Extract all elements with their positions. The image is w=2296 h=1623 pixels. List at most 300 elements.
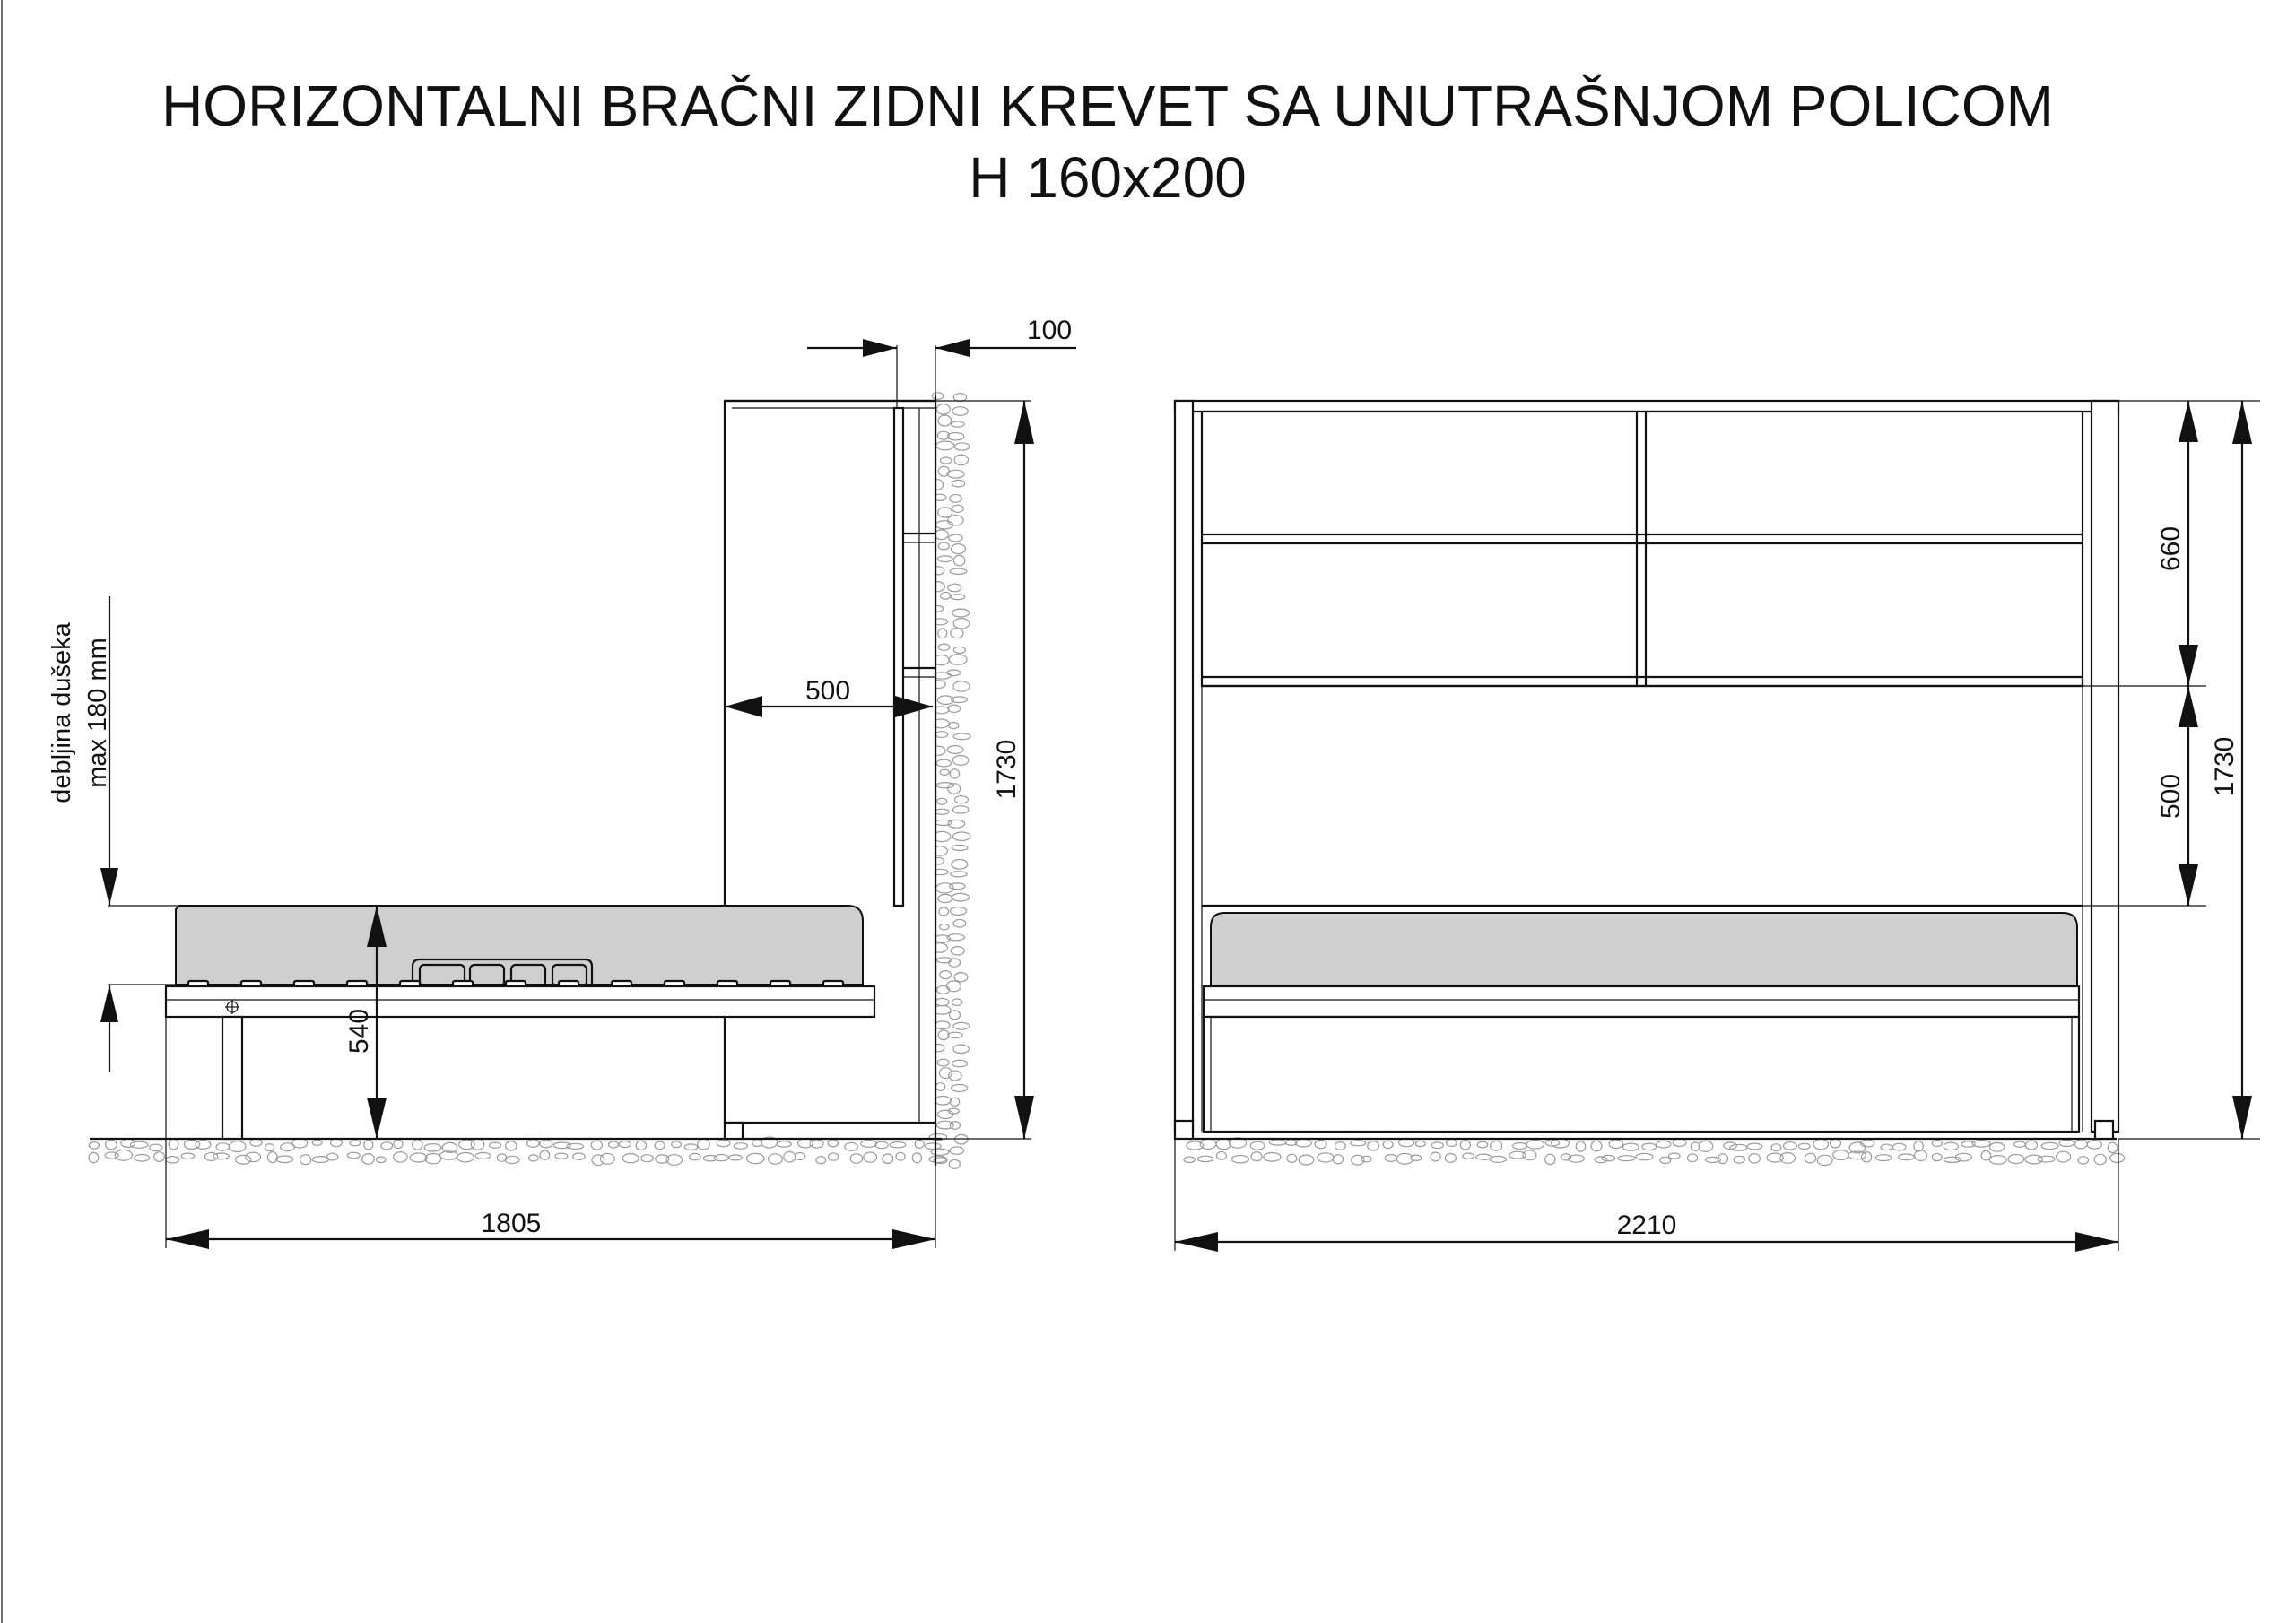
floor-pebble xyxy=(1231,1156,1248,1163)
dim1730-arrow-bottom xyxy=(1014,1096,1034,1139)
floor-pebble xyxy=(376,1157,386,1162)
floor-pebble xyxy=(1545,1154,1555,1164)
floor-pebble xyxy=(951,872,967,877)
floor-pebble xyxy=(1315,1141,1326,1149)
floor-pebble xyxy=(529,1155,539,1161)
floor-pebble xyxy=(845,1142,858,1150)
floor-pebble xyxy=(951,629,963,638)
floor-pebble xyxy=(951,907,967,916)
floor-pebble xyxy=(1595,1157,1607,1163)
floor-pebble xyxy=(948,584,961,592)
floor-pebble xyxy=(932,393,944,400)
floor-pebble xyxy=(216,1143,230,1151)
floor-pebble xyxy=(798,1139,813,1148)
floor-pebble xyxy=(946,981,961,992)
floor-right xyxy=(1184,1138,2125,1166)
floor-pebble xyxy=(940,924,949,930)
floor-pebble xyxy=(950,769,959,778)
floor-pebble xyxy=(641,1155,653,1162)
floor-pebble xyxy=(952,893,970,901)
floor-pebble xyxy=(951,1085,967,1092)
floor-pebble xyxy=(292,1139,308,1148)
cabinet-left-side xyxy=(1175,401,1193,1132)
floor-pebble xyxy=(953,733,970,740)
floor-pebble xyxy=(690,1153,700,1159)
floor-pebble xyxy=(940,769,949,775)
floor-pebble xyxy=(1591,1141,1602,1151)
dim100-arrow-left xyxy=(863,339,897,357)
floor-pebble xyxy=(948,1032,962,1037)
floor-pebble xyxy=(1250,1141,1265,1150)
floor-pebble xyxy=(1287,1154,1297,1162)
floor-pebble xyxy=(947,470,964,478)
floor-pebble xyxy=(935,530,948,540)
floor-pebble xyxy=(936,441,954,450)
floor-pebble xyxy=(931,1149,949,1155)
floor-pebble xyxy=(362,1154,374,1165)
cabinet-foot xyxy=(725,1123,743,1139)
floor-pebble xyxy=(947,746,963,754)
floor-pebble xyxy=(622,1154,639,1163)
dim1730f-arrow-bottom xyxy=(2232,1096,2252,1139)
floor-pebble xyxy=(489,1142,500,1148)
mattress-note-line1: debljina dušeka xyxy=(48,622,76,803)
cabinet-right-side xyxy=(2092,401,2118,1132)
floor-pebble xyxy=(1932,1140,1942,1146)
floor-pebble xyxy=(937,985,950,994)
floor-pebble xyxy=(929,1156,946,1162)
floor-pebble xyxy=(1881,1144,1892,1150)
floor-pebble xyxy=(655,1141,665,1149)
bed-skirt xyxy=(1204,1017,2079,1132)
floor-pebble xyxy=(861,1141,877,1148)
floor-pebble xyxy=(1602,1155,1615,1160)
floor-pebble xyxy=(1747,1143,1762,1150)
floor-pebble xyxy=(1552,1139,1570,1148)
foot-left xyxy=(1175,1121,1193,1139)
floor-pebble xyxy=(796,1153,805,1160)
floor-pebble xyxy=(953,681,970,691)
floor-pebble xyxy=(937,404,951,415)
floor-pebble xyxy=(952,756,969,766)
floor-pebble xyxy=(2008,1155,2024,1164)
floor-pebble xyxy=(350,1141,361,1146)
dim-1730-front-label: 1730 xyxy=(2210,736,2239,797)
floor-pebble xyxy=(875,1141,888,1148)
floor-pebble xyxy=(236,1155,251,1164)
floor-pebble xyxy=(1383,1141,1393,1148)
floor-pebble xyxy=(540,1150,550,1159)
dim660-arrow-bottom xyxy=(2179,645,2198,686)
floor-pebble xyxy=(1805,1153,1815,1163)
floor-pebble xyxy=(747,1153,765,1163)
floor-pebble xyxy=(952,407,968,416)
floor-pebble xyxy=(951,947,964,955)
floor-pebble xyxy=(935,1083,944,1091)
dim-1805-label: 1805 xyxy=(481,1209,542,1238)
floor-pebble xyxy=(1490,1156,1507,1162)
floor-pebble xyxy=(1431,1142,1443,1149)
floor-pebble xyxy=(938,556,952,562)
dim500f-arrow-bottom xyxy=(2179,864,2198,906)
floor-pebble xyxy=(1915,1150,1927,1161)
floor-pebble xyxy=(246,1152,261,1161)
dim1805-arrow-left xyxy=(166,1229,209,1249)
floor-pebble xyxy=(954,796,968,803)
dim-100-label: 100 xyxy=(1026,316,1073,345)
floor-pebble xyxy=(940,971,952,979)
floor-pebble xyxy=(953,619,970,629)
dim1805-arrow-right xyxy=(892,1229,935,1249)
floor-pebble xyxy=(2038,1156,2055,1162)
floor-pebble xyxy=(150,1144,162,1150)
floor-pebble xyxy=(1771,1144,1781,1151)
floor-pebble xyxy=(2108,1142,2117,1152)
floor-pebble xyxy=(89,1152,99,1162)
floor-pebble xyxy=(926,1143,942,1150)
floor-pebble xyxy=(2078,1157,2089,1164)
floor-pebble xyxy=(698,1139,709,1150)
floor-pebble xyxy=(636,1141,646,1150)
floor-pebble xyxy=(1318,1153,1334,1162)
floor-pebble xyxy=(326,1153,337,1160)
floor-pebble xyxy=(950,568,967,574)
floor-pebble xyxy=(213,1153,229,1159)
floor-pebble xyxy=(1198,1156,1213,1161)
floor-pebble xyxy=(915,1140,924,1148)
floor-pebble xyxy=(1285,1140,1296,1146)
mattress-side xyxy=(176,906,863,985)
floor-pebble xyxy=(1445,1154,1456,1163)
floor-pebble xyxy=(784,1151,796,1162)
floor-pebble xyxy=(1780,1153,1796,1164)
floor-left xyxy=(89,1137,946,1165)
dim2210-arrow-left xyxy=(1175,1232,1218,1252)
floor-pebble xyxy=(425,1154,441,1164)
floor-pebble xyxy=(2110,1153,2125,1162)
floor-pebble xyxy=(1862,1152,1872,1162)
floor-pebble xyxy=(952,1060,968,1067)
floor-pebble xyxy=(300,1155,311,1165)
floor-pebble xyxy=(506,1141,517,1150)
floor-pebble xyxy=(1944,1157,1961,1162)
floor-pebble xyxy=(1813,1139,1829,1149)
floor-pebble xyxy=(952,832,970,840)
note-arrow-bottom xyxy=(100,985,118,1022)
floor-pebble xyxy=(1944,1142,1958,1150)
floor-pebble xyxy=(619,1141,631,1148)
floor-pebble xyxy=(1431,1152,1440,1161)
floor-pebble xyxy=(457,1153,474,1162)
floor-pebble xyxy=(734,1143,747,1150)
dim-660-label: 660 xyxy=(2156,525,2186,572)
floor-pebble xyxy=(1296,1139,1312,1147)
floor-pebble xyxy=(121,1139,135,1147)
floor-pebble xyxy=(1513,1143,1527,1150)
floor-pebble xyxy=(1217,1151,1227,1159)
bed-frame-front xyxy=(1204,986,2079,1017)
floor-pebble xyxy=(394,1140,403,1149)
floor-pebble xyxy=(2041,1142,2058,1149)
floor-pebble xyxy=(952,480,964,487)
floor-pebble xyxy=(936,783,953,788)
floor-pebble xyxy=(2075,1140,2088,1149)
floor-pebble xyxy=(1831,1139,1841,1148)
floor-pebble xyxy=(935,1021,950,1029)
floor-pebble xyxy=(941,592,951,599)
floor-pebble xyxy=(1688,1154,1698,1162)
floor-pebble xyxy=(950,1122,960,1130)
floor-pebble xyxy=(952,544,966,554)
floor-pebble xyxy=(1989,1142,2005,1151)
floor-pebble xyxy=(573,1153,585,1159)
front-view xyxy=(1175,401,2260,1252)
floor-pebble xyxy=(1269,1140,1286,1145)
floor-pebble xyxy=(938,542,949,550)
floor-pebble xyxy=(89,1142,99,1149)
floor-pebble xyxy=(937,1059,949,1066)
floor-pebble xyxy=(947,670,961,676)
dim540-arrow-bottom xyxy=(367,1098,387,1139)
floor-pebble xyxy=(555,1153,568,1159)
floor-pebble xyxy=(1385,1155,1397,1162)
floor-pebble xyxy=(394,1152,407,1162)
floor-pebble xyxy=(2094,1154,2106,1165)
floor-pebble xyxy=(1335,1142,1345,1150)
floor-pebble xyxy=(949,723,959,729)
floor-pebble xyxy=(1669,1153,1681,1159)
floor-pebble xyxy=(196,1141,211,1150)
floor-pebble xyxy=(829,1153,839,1160)
floor-pebble xyxy=(950,883,965,890)
floor-pebble xyxy=(810,1140,823,1148)
floor-pebble xyxy=(938,644,949,650)
floor-pebble xyxy=(1660,1157,1671,1163)
floor-pebble xyxy=(1368,1141,1379,1150)
floor-pebble xyxy=(312,1140,322,1145)
floor-pebble xyxy=(949,655,967,665)
floor-pebble xyxy=(1264,1153,1281,1162)
floor-pebble xyxy=(935,1097,951,1106)
side-view xyxy=(48,316,1076,1249)
floor-pebble xyxy=(952,845,968,850)
floor-pebble xyxy=(1526,1141,1544,1149)
floor-pebble xyxy=(883,1154,893,1163)
floor-pebble xyxy=(672,1141,682,1148)
floor-pebble xyxy=(135,1155,150,1162)
floor-pebble xyxy=(591,1141,602,1150)
floor-pebble xyxy=(1491,1141,1502,1150)
floor-pebble xyxy=(347,1152,360,1159)
floor-pebble xyxy=(1749,1154,1761,1163)
floor-pebble xyxy=(1415,1141,1425,1146)
floor-pebble xyxy=(2025,1155,2042,1164)
floor-pebble xyxy=(729,1155,743,1160)
floor-pebble xyxy=(952,609,970,617)
floor-pebble xyxy=(410,1153,427,1162)
floor-pebble xyxy=(1618,1156,1635,1161)
floor-pebble xyxy=(364,1140,373,1150)
floor-pebble xyxy=(1216,1139,1231,1150)
floor-pebble xyxy=(1447,1139,1457,1146)
floor-pebble xyxy=(1523,1150,1536,1160)
floor-pebble xyxy=(250,1139,262,1146)
floor-pebble xyxy=(938,894,952,902)
dim500f-arrow-top xyxy=(2179,686,2198,727)
bed-frame-upright xyxy=(894,408,903,906)
shelf-block xyxy=(1202,412,2083,686)
floor-pebble xyxy=(935,998,949,1005)
dim1730f-arrow-top xyxy=(2232,401,2252,444)
floor-pebble xyxy=(1477,1141,1488,1148)
floor-pebble xyxy=(938,1030,949,1040)
floor-pebble xyxy=(950,495,962,503)
dim660-arrow-top xyxy=(2179,401,2198,442)
floor-pebble xyxy=(953,1045,970,1054)
floor-pebble xyxy=(953,394,966,402)
dim1730-arrow-top xyxy=(1014,401,1034,444)
floor-pebble xyxy=(2057,1151,2071,1162)
floor-pebble xyxy=(949,534,963,542)
floor-pebble xyxy=(1609,1140,1622,1149)
floor-pebble xyxy=(115,1150,132,1160)
floor-pebble xyxy=(864,1152,877,1162)
floor-pebble xyxy=(276,1156,293,1163)
floor-pebble xyxy=(268,1152,278,1163)
floor-pebble xyxy=(1361,1156,1371,1161)
floor-pebble xyxy=(1636,1153,1653,1159)
floor-pebble xyxy=(1352,1155,1364,1165)
floor-pebble xyxy=(938,1110,953,1118)
floor-pebble xyxy=(1893,1143,1906,1150)
floor-pebble xyxy=(424,1144,441,1151)
floor-pebble xyxy=(951,421,964,427)
floor-pebble xyxy=(229,1141,246,1152)
floor-pebble xyxy=(130,1141,148,1148)
drawing-title: HORIZONTALNI BRAČNI ZIDNI KREVET SA UNUTRAŠNJOM POLICOM xyxy=(161,74,2054,138)
floor-pebble xyxy=(684,1144,697,1150)
floor-pebble xyxy=(949,959,961,967)
floor-pebble xyxy=(1833,1150,1848,1160)
floor-pebble xyxy=(1899,1154,1915,1160)
bed-leg xyxy=(222,1017,242,1139)
floor-pebble xyxy=(2014,1141,2026,1147)
floor-pebble xyxy=(1932,1154,1942,1161)
floor-pebble xyxy=(850,1154,863,1163)
floor-pebble xyxy=(1351,1141,1366,1146)
floor-pebble xyxy=(951,595,965,600)
floor-pebble xyxy=(952,999,961,1005)
dim2210-arrow-right xyxy=(2075,1232,2118,1252)
floor-pebble xyxy=(954,455,968,465)
floor-pebble xyxy=(609,1141,619,1148)
floor-pebble xyxy=(1817,1155,1832,1165)
floor-pebble xyxy=(952,505,964,512)
note-arrow-top xyxy=(100,868,118,906)
floor-pebble xyxy=(181,1153,195,1159)
floor-pebble xyxy=(938,508,952,517)
floor-pebble xyxy=(1460,1141,1470,1150)
floor-pebble xyxy=(912,1153,921,1163)
floor-pebble xyxy=(1251,1152,1262,1161)
floor-pebble xyxy=(1184,1157,1196,1162)
floor-pebble xyxy=(471,1139,484,1150)
floor-pebble xyxy=(1730,1144,1747,1150)
floor-pebble xyxy=(1673,1139,1686,1146)
floor-pebble xyxy=(2059,1140,2074,1146)
floor-pebble xyxy=(948,516,963,525)
floor-pebble xyxy=(166,1157,179,1163)
floor-pebble xyxy=(952,860,968,870)
dim100-arrow-right xyxy=(935,339,970,357)
floor-pebble xyxy=(935,732,947,738)
cabinet-top-front xyxy=(1175,401,2118,412)
floor-pebble xyxy=(953,555,964,565)
floor-pebble xyxy=(936,759,951,767)
floor-pebble xyxy=(953,806,969,814)
floor-pebble xyxy=(592,1155,604,1166)
bed-frame-side xyxy=(166,986,874,1017)
mattress-front xyxy=(1211,913,2077,986)
floor-pebble xyxy=(106,1140,117,1150)
floor-pebble xyxy=(953,919,966,927)
dim-1730-side-label: 1730 xyxy=(992,739,1022,800)
mattress-note-line2: max 180 mm xyxy=(83,638,112,788)
floor-pebble xyxy=(1576,1141,1586,1151)
floor-pebble xyxy=(2026,1141,2038,1150)
floor-pebble xyxy=(2087,1141,2101,1149)
drawing-subtitle: H 160x200 xyxy=(969,145,1247,210)
floor-pebble xyxy=(953,1022,970,1029)
floor-pebble xyxy=(769,1154,783,1164)
dim-540-label: 540 xyxy=(344,1008,374,1055)
floor-pebble xyxy=(600,1153,614,1164)
floor-pebble xyxy=(828,1140,838,1147)
floor-pebble xyxy=(935,809,949,814)
floor-pebble xyxy=(1463,1153,1474,1159)
floor-pebble xyxy=(169,1139,178,1150)
floor-pebble xyxy=(954,973,968,982)
floor-pebble xyxy=(413,1140,422,1150)
floor-pebble xyxy=(1299,1155,1314,1165)
floor-pebble xyxy=(954,443,970,450)
floor-pebble xyxy=(154,1152,165,1162)
floor-pebble xyxy=(527,1140,539,1148)
floor-pebble xyxy=(1798,1143,1810,1149)
floor-pebble xyxy=(715,1155,729,1161)
floor-pebble xyxy=(505,1156,519,1163)
floor-pebble xyxy=(540,1140,552,1148)
floor-pebble xyxy=(938,415,952,426)
floor-pebble xyxy=(331,1139,343,1147)
floor-pebble xyxy=(1783,1142,1796,1150)
floor-pebble xyxy=(1875,1155,1892,1161)
floor-pebble xyxy=(938,629,947,638)
floor-pebble xyxy=(949,1159,960,1168)
floor-pebble xyxy=(475,1152,491,1159)
floor-pebble xyxy=(1989,1156,2006,1165)
floor-pebble xyxy=(1642,1143,1657,1150)
floor-pebble xyxy=(937,798,947,804)
floor-pebble xyxy=(953,647,965,653)
floor-pebble xyxy=(890,1142,906,1148)
floor-pebble xyxy=(939,907,949,916)
floor-pebble xyxy=(1623,1143,1639,1150)
floor-pebble xyxy=(717,1140,730,1147)
dim-500-label: 500 xyxy=(804,676,851,706)
floor-pebble xyxy=(1699,1141,1712,1151)
floor-pebble xyxy=(1734,1156,1744,1163)
